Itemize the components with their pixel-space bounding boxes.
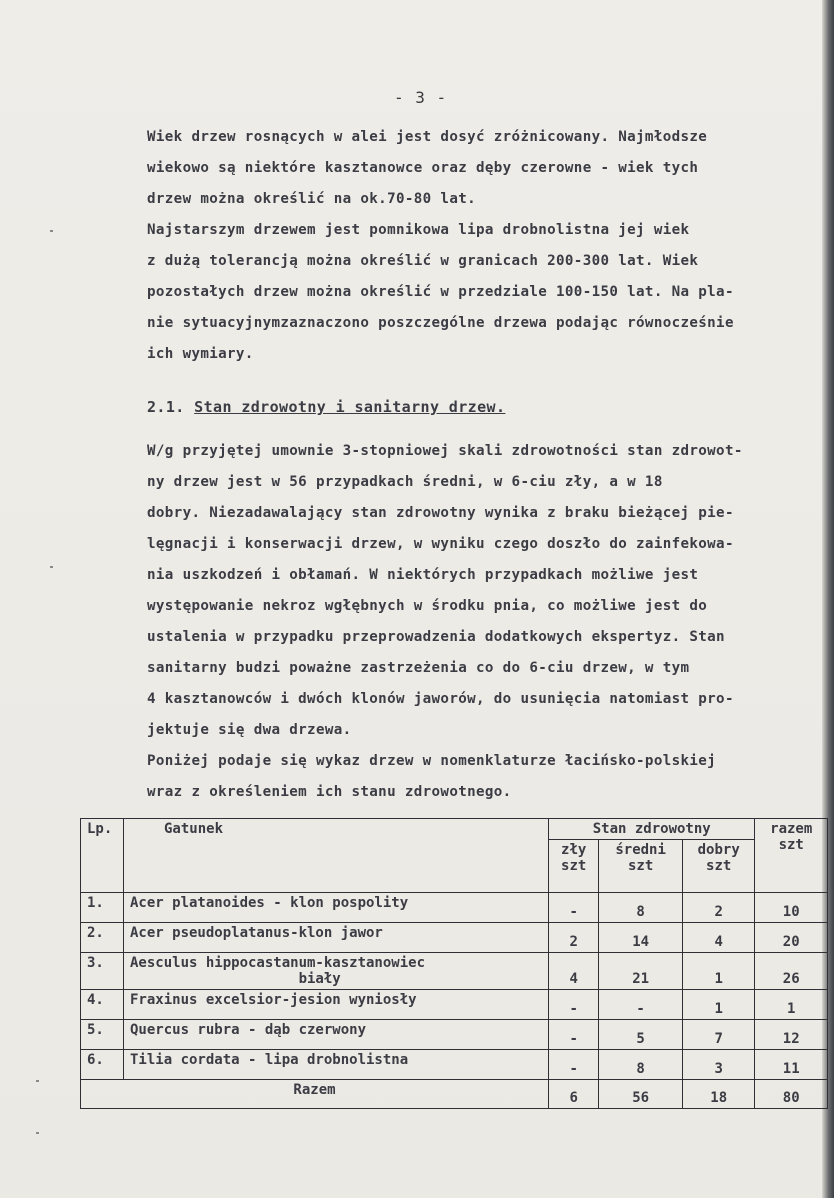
header-health-group: Stan zdrowotny (549, 819, 755, 840)
margin-speck (36, 1132, 39, 1134)
margin-speck (36, 1080, 39, 1082)
header-species: Gatunek (124, 819, 549, 893)
section-number: 2.1. (147, 398, 185, 416)
cell-bad: - (549, 893, 599, 923)
section-title: Stan zdrowotny i sanitarny drzew. (194, 398, 506, 416)
summary-bad: 6 (549, 1080, 599, 1109)
cell-species: Tilia cordata - lipa drobnolistna (124, 1050, 549, 1080)
cell-good: 2 (682, 893, 755, 923)
header-lp: Lp. (81, 819, 124, 893)
cell-average: 21 (599, 953, 683, 990)
summary-average: 56 (599, 1080, 683, 1109)
margin-speck (50, 230, 53, 232)
table-row (81, 990, 828, 1020)
cell-lp: 4. (81, 990, 124, 1020)
cell-bad: - (549, 1050, 599, 1080)
cell-total: 26 (755, 953, 828, 990)
table-row (81, 1020, 828, 1050)
table-header-row (81, 819, 828, 840)
cell-total: 1 (755, 990, 828, 1020)
cell-species: Aesculus hippocastanum-kasztanowiec biały (124, 953, 549, 990)
cell-species: Acer pseudoplatanus-klon jawor (124, 923, 549, 953)
margin-speck (50, 566, 53, 568)
header-total: razem szt (755, 819, 828, 893)
cell-good: 1 (682, 990, 755, 1020)
header-good: dobry szt (682, 840, 755, 893)
cell-average: - (599, 990, 683, 1020)
cell-species: Quercus rubra - dąb czerwony (124, 1020, 549, 1050)
cell-good: 1 (682, 953, 755, 990)
cell-bad: - (549, 1020, 599, 1050)
cell-species: Fraxinus excelsior-jesion wyniosły (124, 990, 549, 1020)
paragraph-tree-age: Wiek drzew rosnących w alei jest dosyć zróżnicowany. Najmłodsze wiekowo są niektóre kasztanowce oraz dęby czerowne - wiek tych drzew można określić na ok.70-80 lat. Najstarszym drzewem jest pomnikowa lipa drobnolistna jej wiek z dużą tolerancją można określić w granicach 200-300 lat. Wiek pozostałych drzew można określić w przedziale 100-150 lat. Na pla- nie sytuacyjnymzaznaczono poszczególne drzewa podając równocześnie ich wymiary. (147, 129, 734, 362)
table-row (81, 953, 828, 990)
page-number: - 3 - (394, 88, 448, 107)
cell-bad: 4 (549, 953, 599, 990)
header-average: średni szt (599, 840, 683, 893)
table-row (81, 893, 828, 923)
cell-bad: 2 (549, 923, 599, 953)
cell-average: 8 (599, 893, 683, 923)
cell-lp: 6. (81, 1050, 124, 1080)
cell-good: 4 (682, 923, 755, 953)
cell-total: 20 (755, 923, 828, 953)
table-row (81, 923, 828, 953)
summary-label: Razem (81, 1080, 549, 1109)
table-summary-row (81, 1080, 828, 1109)
cell-bad: - (549, 990, 599, 1020)
table-row (81, 1050, 828, 1080)
cell-total: 12 (755, 1020, 828, 1050)
cell-total: 10 (755, 893, 828, 923)
species-health-table (80, 818, 828, 1109)
cell-average: 8 (599, 1050, 683, 1080)
cell-total: 11 (755, 1050, 828, 1080)
paragraph-health-status: W/g przyjętej umownie 3-stopniowej skali zdrowotności stan zdrowot- ny drzew jest w 56 przypadkach średni, w 6-ciu zły, a w 18 dobry. Niezadawalający stan zdrowotny wynika z braku bieżącej pie- lęgnacji i konserwacji drzew, w wyniku czego doszło do zainfekowa- nia uszkodzeń i obłamań. W niektórych przypadkach możliwe jest występowanie nekroz wgłębnych w środku pnia, co możliwe jest do ustalenia w przypadku przeprowadzenia dodatkowych ekspertyz. Stan sanitarny budzi poważne zastrzeżenia co do 6-ciu drzew, w tym 4 kasztanowców i dwóch klonów jaworów, do usunięcia natomiast pro- jektuje się dwa drzewa. Poniżej podaje się wykaz drzew w nomenklaturze łacińsko-polskiej wraz z określeniem ich stanu zdrowotnego. (147, 443, 743, 800)
cell-lp: 2. (81, 923, 124, 953)
cell-lp: 3. (81, 953, 124, 990)
cell-good: 7 (682, 1020, 755, 1050)
summary-good: 18 (682, 1080, 755, 1109)
summary-total: 80 (755, 1080, 828, 1109)
cell-lp: 1. (81, 893, 124, 923)
cell-lp: 5. (81, 1020, 124, 1050)
cell-species: Acer platanoides - klon pospolity (124, 893, 549, 923)
cell-average: 5 (599, 1020, 683, 1050)
cell-good: 3 (682, 1050, 755, 1080)
section-heading (147, 398, 505, 416)
header-bad: zły szt (549, 840, 599, 893)
cell-average: 14 (599, 923, 683, 953)
